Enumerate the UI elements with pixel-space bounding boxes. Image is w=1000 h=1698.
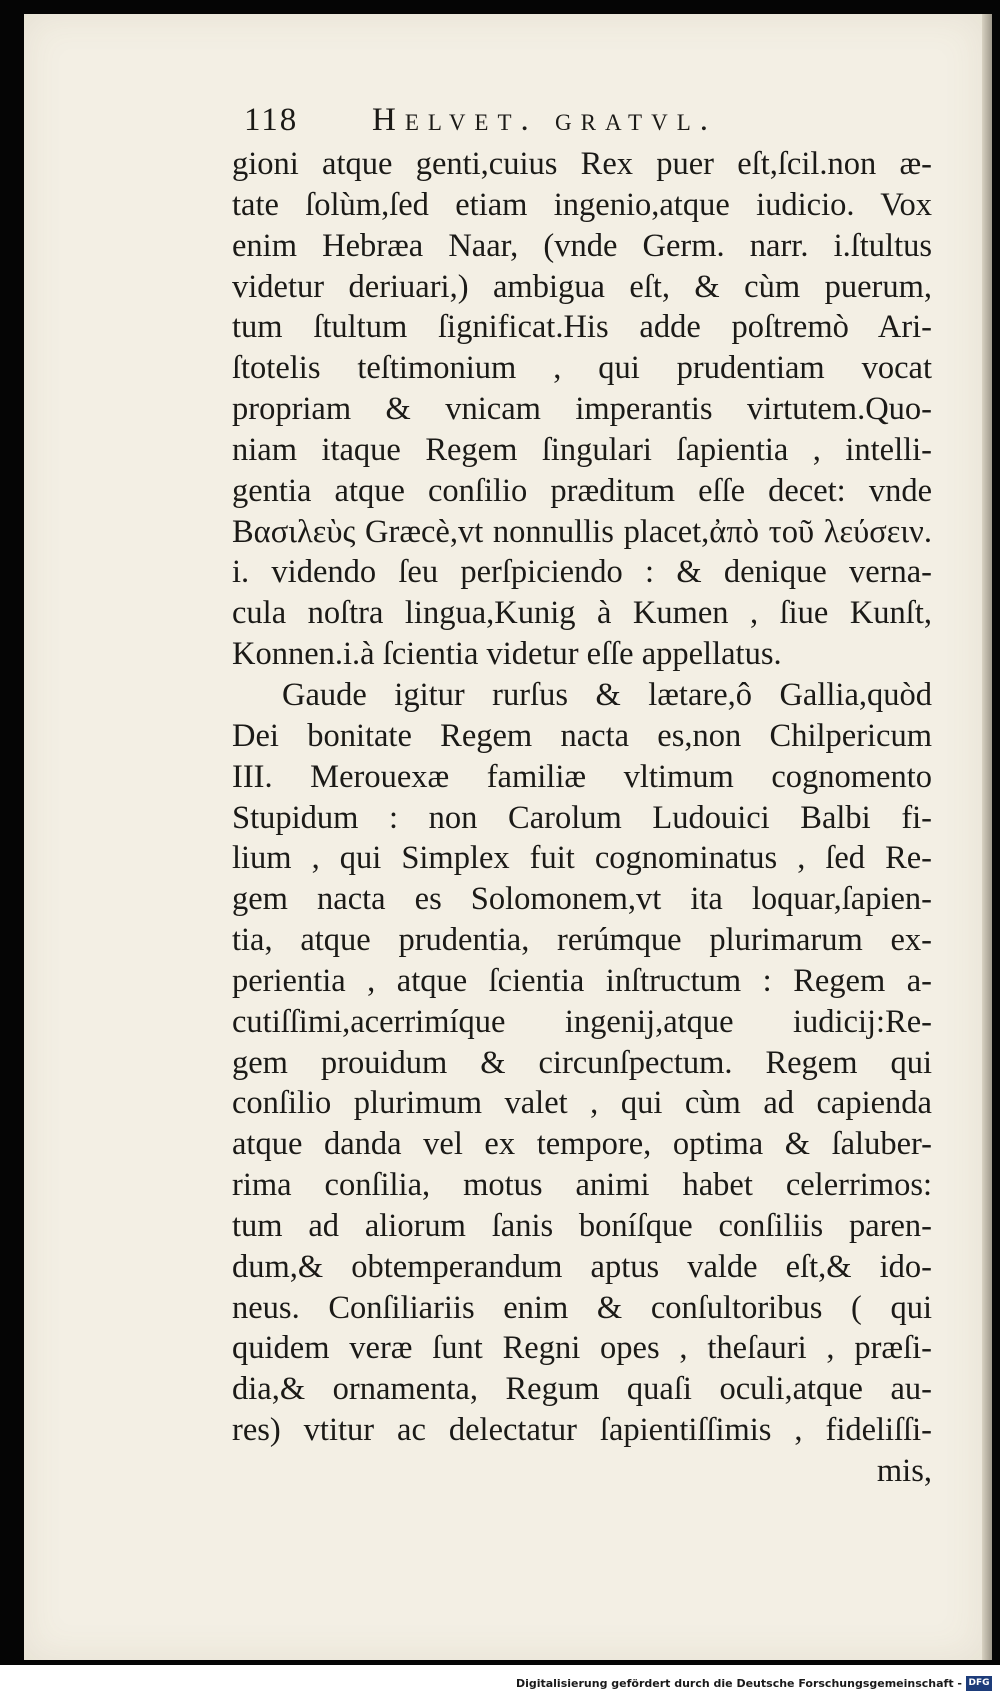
page-number: 118	[244, 102, 299, 138]
text-line: Βασιλεὺς Græcè,vt nonnullis placet,ἀπὸ τοῦ λεύσειν.	[232, 513, 932, 550]
text-line: Stupidum : non Carolum Ludouici Balbi fi-	[232, 799, 932, 836]
catchword: mis,	[876, 1453, 932, 1489]
text-line: dum,& obtemperandum aptus valde eſt,& ido-	[232, 1248, 932, 1285]
page-header	[232, 82, 950, 144]
credit-text: Digitalisierung gefördert durch die Deutsche Forschungsgemeinschaft -	[515, 1676, 962, 1690]
body-text	[232, 144, 950, 1492]
text-line: tia, atque prudentia, rerúmque plurimarum ex-	[232, 922, 932, 959]
text-block	[232, 82, 950, 1492]
text-line: propriam & vnicam imperantis virtutem.Quo-	[232, 391, 932, 428]
text-line: atque danda vel ex tempore, optima & ſaluber-	[232, 1126, 932, 1163]
text-line: Dei bonitate Regem nacta es,non Chilpericum	[232, 717, 932, 754]
text-line: videtur deriuari,) ambigua eſt, & cùm puerum,	[232, 268, 932, 305]
text-line: Gaude igitur rurſus & lætare,ô Gallia,quòd	[282, 676, 932, 713]
text-line: i. videndo ſeu perſpiciendo : & denique verna-	[232, 554, 932, 591]
text-line: conſilio plurimum valet , qui cùm ad capienda	[232, 1085, 932, 1122]
text-line: gem nacta es Solomonem,vt ita loquar,ſapien-	[232, 881, 932, 918]
text-line: cutiſſimi,acerrimíque ingenij,atque iudicij:Re-	[232, 1003, 932, 1040]
page-edge	[982, 14, 992, 1660]
text-line: cula noſtra lingua,Kunig à Kumen , ſiue Kunſt,	[232, 595, 932, 632]
text-line: dia,& ornamenta, Regum quaſi oculi,atque au-	[232, 1371, 932, 1408]
text-line: rima conſilia, motus animi habet celerrimos:	[232, 1167, 932, 1204]
text-line: III. Merouexæ familiæ vltimum cognomento	[232, 758, 932, 795]
text-line: neus. Conſiliariis enim & conſultoribus ( qui	[232, 1289, 932, 1326]
text-line: tum ad aliorum ſanis boníſque conſiliis paren-	[232, 1207, 932, 1244]
text-line: tum ſtultum ſignificat.His adde poſtremò Ari-	[232, 309, 932, 346]
digitization-credit	[516, 1673, 992, 1693]
text-line: lium , qui Simplex fuit cognominatus , ſed Re-	[232, 840, 932, 877]
text-line: res) vtitur ac delectatur ſapientiſſimis , fideliſſi-	[232, 1412, 932, 1449]
text-line: perientia , atque ſcientia inſtructum : Regem a-	[232, 962, 932, 999]
text-line: ſtotelis teſtimonium , qui prudentiam vocat	[232, 350, 932, 387]
text-line: enim Hebræa Naar, (vnde Germ. narr. i.ſtultus	[232, 227, 932, 264]
text-line: niam itaque Regem ſingulari ſapientia , intelli-	[232, 431, 932, 468]
text-line: gentia atque conſilio præditum eſſe decet: vnde	[232, 472, 932, 509]
text-line: tate ſolùm,ſed etiam ingenio,atque iudicio. Vox	[232, 186, 932, 223]
text-line: gem prouidum & circunſpectum. Regem qui	[232, 1044, 932, 1081]
text-line: Konnen.i.à ſcientia videtur eſſe appellatus.	[232, 636, 782, 673]
running-title: Helvet. gratvl.	[372, 102, 717, 138]
text-line: gioni atque genti,cuius Rex puer eſt,ſcil.non æ-	[232, 146, 932, 182]
text-line: quidem veræ ſunt Regni opes , theſauri , præſi-	[232, 1330, 932, 1367]
dfg-logo-icon: DFG	[966, 1676, 992, 1691]
